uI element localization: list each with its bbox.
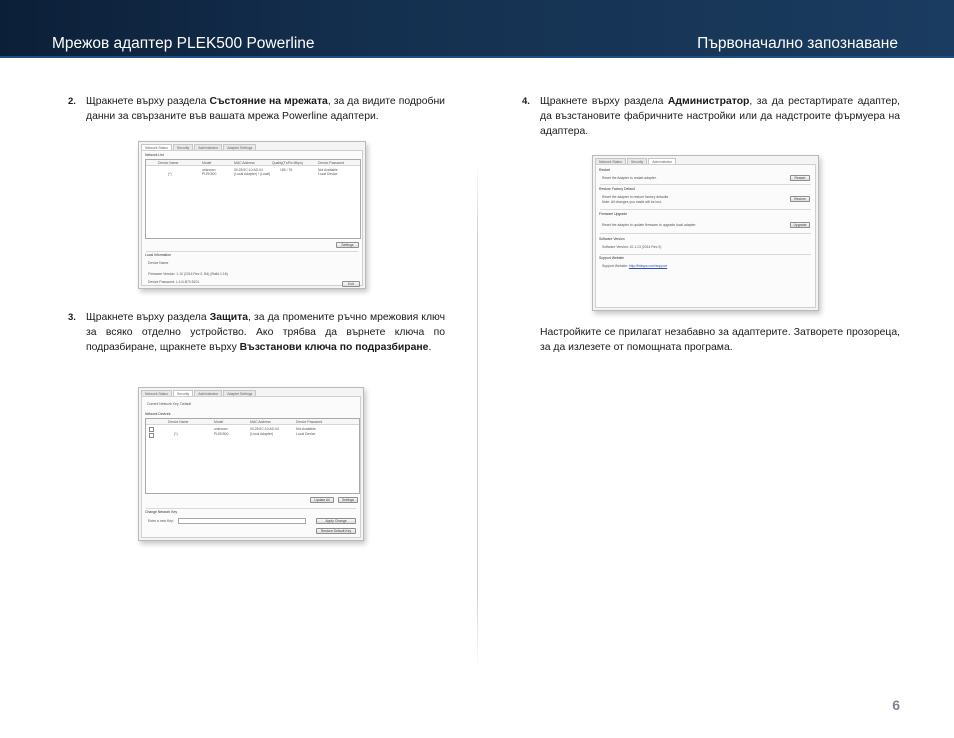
factory-text: Reset the adapter to restore factory defaults [602, 195, 669, 199]
step-3 [68, 310, 445, 356]
upgrade-button: Upgrade [790, 222, 810, 228]
closing-note: Настройките се прилагат незабавно за адаптерите. Затворете прозореца, за да излезете от помощната програма. [540, 327, 900, 354]
column-header: MAC Address [234, 161, 255, 165]
tab-network-status: Network Status [141, 390, 172, 396]
column-header: Device Name [158, 161, 179, 165]
column-header: Quality(Tx/Rx Mbps) [272, 161, 303, 165]
device-checkbox [149, 427, 154, 432]
network-key-field [178, 518, 306, 524]
step-emphasis: Възстанови ключа по подразбиране [239, 342, 429, 354]
network-list: Device Name Model MAC Address Quality(Tx/Rx Mbps) Device Password unknown 00:25:9C:10:AD:04 185 / 76 Not Available (*) PLEK500 (Local Adapter) / (Local) Local Device [145, 159, 361, 239]
column-header: Device Name [168, 420, 189, 424]
software-version-label: Software Version [599, 237, 625, 241]
device-name-label: Device Name [148, 261, 169, 265]
firmware-upgrade-label: Firmware Upgrade [599, 212, 628, 216]
column-header: Model [214, 420, 224, 424]
page-number: 6 [892, 697, 900, 713]
screenshot-body [595, 164, 816, 308]
network-devices-list: Device Name Model MAC Address Device Password unknown 00:25:9C:10:AD:04 Not Available (*) PLEK500 (Local Adapter) Local Device [145, 418, 360, 494]
step-4 [522, 94, 900, 140]
restore-button: Restore [790, 196, 810, 202]
column-header: Model [202, 161, 212, 165]
restart-label: Restart [599, 168, 610, 172]
support-website-label: Support Website [599, 256, 625, 260]
column-header: Device Password [296, 420, 323, 424]
divider [600, 233, 811, 234]
list-header [146, 160, 360, 166]
step-2 [68, 94, 445, 124]
tab-security: Security [627, 158, 647, 164]
divider [146, 251, 358, 252]
tab-administrator: Administrator [194, 144, 222, 150]
column-divider [477, 160, 478, 670]
divider [600, 254, 811, 255]
factory-default-label: Restore Factory Default [599, 187, 635, 191]
tab-security: Security [173, 390, 193, 396]
step-text: Щракнете върху раздела [540, 96, 668, 107]
column-header: Device Password [318, 161, 345, 165]
column-header: MAC Address [250, 420, 271, 424]
exit-button: Exit [342, 281, 360, 287]
upgrade-text: Reset the adapter to update firmware to upgrade local adapter. [602, 223, 697, 227]
tab-adapter-settings: Adapter Settings [223, 390, 256, 396]
factory-note: Note: All changes you made will be lost. [602, 200, 662, 204]
step-emphasis: Администратор [667, 96, 750, 107]
step-number: 3. [68, 312, 76, 323]
document-title: Мрежов адаптер PLEK500 Powerline [52, 35, 315, 52]
support-website-text: Support Website: http://linksys.com/support [602, 264, 668, 268]
device-checkbox [149, 433, 154, 438]
step-emphasis: Състояние на мрежата [209, 96, 328, 107]
step-text: Щракнете върху раздела [86, 96, 210, 107]
list-header [146, 419, 359, 425]
support-link: http://linksys.com/support [628, 264, 668, 268]
settings-button: Settings [336, 242, 359, 248]
tab-network-status: Network Status [141, 144, 172, 150]
step-number: 2. [68, 96, 76, 107]
tab-administrator: Administrator [648, 158, 676, 164]
restore-default-key-button: Restore Default Key [316, 528, 356, 534]
current-key-label: Current Network Key: Default [147, 402, 192, 406]
change-key-label: Change Network Key [145, 510, 178, 514]
enter-key-label: Enter a new Key: [148, 519, 174, 523]
divider [600, 184, 811, 185]
step-text: , за да видите подробни данни за свързаните във вашата мрежа Powerline адаптери. [86, 96, 445, 123]
update-all-button: Update All [310, 497, 334, 503]
local-info-label: Local Information [145, 253, 172, 257]
security-screenshot [138, 387, 364, 541]
password-label: Device Password: L:1/4-B70:5101 [148, 280, 200, 284]
header-bar [0, 0, 954, 58]
screenshot-body [141, 150, 363, 286]
software-version-text: Software Version: 10.1.13 (2014 Rev 0) [602, 245, 662, 249]
group-label: Network List [145, 153, 164, 157]
step-emphasis: Защита [209, 312, 249, 323]
restart-text: Reset the Adapter to restart adapter. [602, 176, 657, 180]
screenshot-body [141, 396, 361, 538]
apply-change-button: Apply Change [316, 518, 356, 524]
divider [600, 209, 811, 210]
restart-button: Restart [790, 175, 810, 181]
section-title: Първоначално запознаване [697, 35, 898, 52]
tab-administrator: Administrator [194, 390, 222, 396]
firmware-label: Firmware Version: 1.10 (2014 Rev 0, B4) (Build 1.16) [148, 272, 228, 276]
step-text: Щракнете върху раздела [86, 312, 210, 323]
tab-security: Security [173, 144, 193, 150]
network-status-screenshot [138, 141, 366, 289]
step-text: . [428, 342, 432, 354]
settings-button: Settings [338, 497, 358, 503]
administrator-screenshot [592, 155, 819, 311]
step-text: , за да промените ръчно мрежовия ключ за всяко отделно устройство. Ако трябва да върнете ключа по подразбиране, щракнете върху [86, 312, 445, 354]
tab-network-status: Network Status [595, 158, 626, 164]
step-number: 4. [522, 96, 530, 107]
divider [146, 508, 356, 509]
step-text: , за да рестартирате адаптер, да възстановите фабричните настройки или да надстроите фърмуера на адаптера. [540, 96, 900, 138]
tab-adapter-settings: Adapter Settings [223, 144, 256, 150]
group-label: Network Devices [145, 412, 171, 416]
